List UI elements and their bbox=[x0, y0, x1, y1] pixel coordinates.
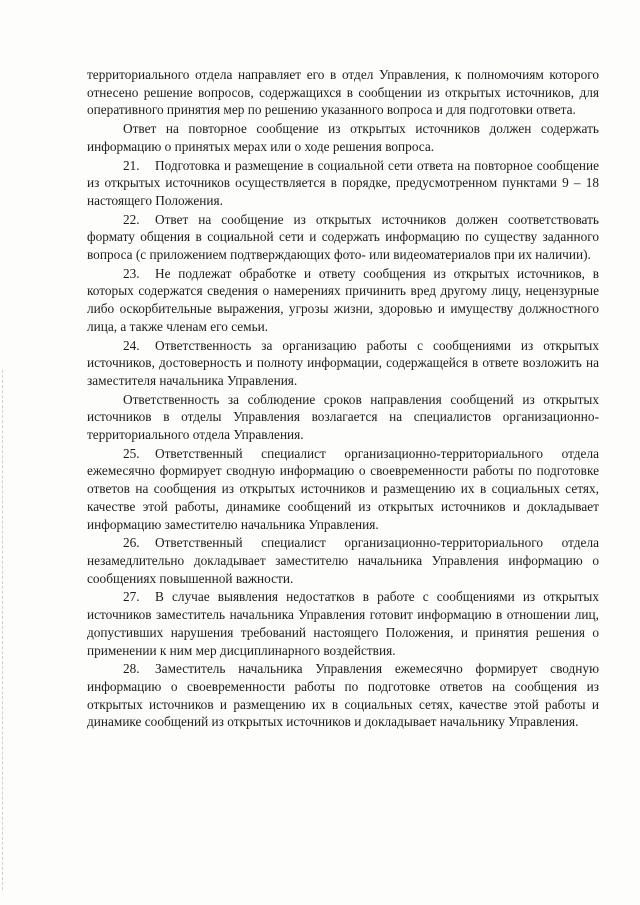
paragraph-text: Ответственный специалист организационно-территориального отдела незамедлительно докладывает заместителю начальника Управления информацию о сообщениях повышенной важности. bbox=[87, 535, 599, 586]
paragraph-p25 bbox=[87, 445, 599, 534]
paragraph-p23 bbox=[87, 265, 599, 336]
paragraph-number: 25. bbox=[123, 445, 140, 461]
paragraph-number: 26. bbox=[123, 535, 140, 551]
paragraph-p-repeat bbox=[87, 120, 599, 155]
paragraph-p26 bbox=[87, 534, 599, 587]
paragraph-p24b bbox=[87, 391, 599, 444]
scan-edge-artifact bbox=[2, 370, 4, 890]
paragraph-p-cont bbox=[87, 66, 599, 119]
paragraph-text: Ответственность за соблюдение сроков направления сообщений из открытых источников в отделы Управления возлагается на специалистов организационно-территориального отдела Управления. bbox=[87, 391, 599, 443]
paragraph-text: территориального отдела направляет его в отдел Управления, к полномочиям которого отнесено решение вопросов, содержащихся в сообщении из открытых источников, для оперативного принятия мер по решению указанного вопроса и для подготовки ответа. bbox=[87, 67, 599, 118]
paragraph-number: 23. bbox=[123, 265, 140, 281]
paragraph-number: 27. bbox=[123, 589, 140, 605]
paragraph-p21 bbox=[87, 157, 599, 210]
paragraph-text: Ответственный специалист организационно-территориального отдела ежемесячно формирует сводную информацию о своевременности работы по подготовке ответов на сообщения из открытых источников и размещению их в социальных сетях, качестве этой работы, динамике сообщений из открытых источников и докладывает информацию заместителю начальника Управления. bbox=[87, 445, 599, 532]
document-body bbox=[87, 66, 599, 732]
paragraph-text: Ответ на повторное сообщение из открытых источников должен содержать информацию о принятых мерах или о ходе решения вопроса. bbox=[87, 121, 599, 154]
paragraph-text: В случае выявления недостатков в работе с сообщениями из открытых источников заместитель начальника Управления готовит информацию в отношении лиц, допустивших нарушения требований настоящего Положения, и принятия решения о применении к ним мер дисциплинарного воздействия. bbox=[87, 589, 599, 658]
paragraph-p28 bbox=[87, 660, 599, 731]
paragraph-text: Не подлежат обработке и ответу сообщения из открытых источников, в которых содержатся сведения о намерениях причинить вред другому лицу, нецензурные либо оскорбительные выражения, угрозы жизни, здоровью и имуществу должностного лица, а также членам его семьи. bbox=[87, 265, 599, 334]
paragraph-number: 24. bbox=[123, 337, 140, 353]
paragraph-p22 bbox=[87, 211, 599, 264]
paragraph-text: Подготовка и размещение в социальной сети ответа на повторное сообщение из открытых источников осуществляется в порядке, предусмотренном пунктами 9 – 18 настоящего Положения. bbox=[87, 157, 599, 208]
paragraph-p24 bbox=[87, 337, 599, 390]
paragraph-text: Заместитель начальника Управления ежемесячно формирует сводную информацию о своевременности работы по подготовке ответов на сообщения из открытых источников и размещению их в социальных сетях, качестве этой работы и динамике сообщений из открытых источников и докладывает начальнику Управления. bbox=[87, 661, 599, 730]
paragraph-number: 21. bbox=[123, 157, 140, 173]
paragraph-number: 28. bbox=[123, 661, 140, 677]
paragraph-number: 22. bbox=[123, 211, 140, 227]
paragraph-text: Ответ на сообщение из открытых источников должен соответствовать формату общения в социальной сети и содержать информацию по существу заданного вопроса (с приложением подтверждающих фото- или видеоматериалов при их наличии). bbox=[87, 211, 599, 263]
paragraph-text: Ответственность за организацию работы с сообщениями из открытых источников, достоверность и полноту информации, содержащейся в ответе возложить на заместителя начальника Управления. bbox=[87, 337, 599, 388]
paragraph-p27 bbox=[87, 588, 599, 659]
